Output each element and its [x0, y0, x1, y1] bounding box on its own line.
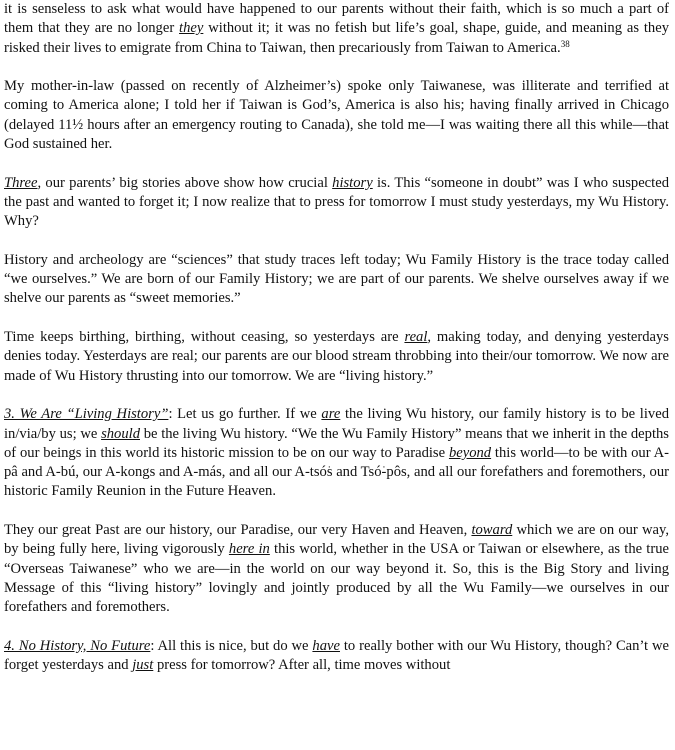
- text-run: : All this is nice, but do we: [150, 637, 313, 654]
- text-run: it is senseless to ask what would have happened to our parents without their faith, which is so much a part of them that they are no longer: [4, 1, 669, 37]
- emphasis-three: Three: [4, 174, 38, 191]
- text-run: without it; it was no fetish but life’s goal, shape, guide, and meaning as they risked their lives to emigrate from China to Taiwan, then precariously from Taiwan to America.: [4, 20, 669, 56]
- emphasis-toward: toward: [471, 522, 513, 539]
- text-run: the living Wu history, our family history is to be lived in/via/by us; we: [4, 406, 669, 442]
- text-run: Time keeps birthing, birthing, without ceasing, so yesterdays are: [4, 329, 405, 346]
- emphasis-are: are: [321, 406, 341, 423]
- emphasis-just: just: [132, 657, 154, 674]
- paragraph-living-history: [4, 405, 669, 501]
- paragraph-three: [4, 174, 669, 232]
- text-run: this world, whether in the USA or Taiwan or elsewhere, as the true “Overseas Taiwanese” who we are—in the world on our way beyond it. So, this is the Big Story and living Message of this “living history” lovingly and jointly produced by all the Wu Family—we ourselves in our forefathers and foremothers.: [4, 541, 669, 616]
- paragraph-faith: [4, 0, 669, 58]
- text-run: , our parents’ big stories above show how crucial: [37, 174, 333, 191]
- paragraph-no-history: [4, 637, 669, 676]
- text-run: They our great Past are our history, our Paradise, our very Haven and Heaven,: [4, 522, 472, 539]
- emphasis-here-in: here in: [228, 541, 270, 558]
- emphasis-real: real: [404, 329, 428, 346]
- footnote-reference: 38: [560, 38, 570, 49]
- text-run: is. This “someone in doubt” was I who suspected the past and wanted to forget it; I now realize that to press for tomorrow I must study yesterdays, my Wu History. Why?: [4, 174, 669, 230]
- text-run: My mother-in-law (passed on recently of Alzheimer’s) spoke only Taiwanese, was illiterate and terrified at coming to America alone; I told her if Taiwan is God’s, America is also his; having finally arrived in Chicago (delayed 11½ hours after an emergency routing to Canada), she told me—I was waiting there all this while—that God sustained her.: [4, 78, 669, 153]
- emphasis-should: should: [101, 425, 140, 442]
- text-run: , making today, and denying yesterdays denies today. Yesterdays are real; our parents are our blood stream throbbing into their/our tomorrow. We now are made of Wu History thrusting into our tomorrow. We are “living history.”: [4, 329, 669, 384]
- paragraph-great-past: [4, 521, 669, 617]
- text-run: which we are on our way, by being fully here, living vigorously: [4, 522, 669, 558]
- section-heading-living-history: 3. We Are “Living History”: [4, 406, 169, 423]
- emphasis-beyond: beyond: [448, 444, 492, 461]
- text-run: : Let us go further. If we: [168, 406, 322, 423]
- paragraph-mother-in-law: [4, 77, 669, 154]
- text-run: this world—to be with our A-pâ and A-bú, our A-kongs and A-más, and all our A-tsó͘s and Tsó͘-pôs, and all our forefathers and foremothers, our historic Family Reunion in the Future Heaven.: [4, 444, 669, 500]
- paragraph-archeology: [4, 251, 669, 309]
- document-page: [4, 0, 669, 695]
- emphasis-they: they: [179, 20, 204, 37]
- text-run: History and archeology are “sciences” that study traces left today; Wu Family History is the trace today called “we ourselves.” We are born of our Family History; we are part of our parents. We shelve ourselves away if we shelve our parents as “sweet memories.”: [4, 251, 669, 307]
- text-run: press for tomorrow? After all, time moves without: [153, 657, 451, 674]
- paragraph-time: [4, 328, 669, 386]
- section-heading-no-history: 4. No History, No Future: [4, 637, 151, 654]
- text-run: be the living Wu history. “We the Wu Family History” means that we inherit in the depths of our beings in this world its historic mission to be on our way to Paradise: [4, 425, 669, 461]
- text-run: to really bother with our Wu History, though? Can’t we forget yesterdays and: [4, 637, 670, 674]
- emphasis-history: history: [332, 174, 373, 191]
- emphasis-have: have: [312, 637, 340, 654]
